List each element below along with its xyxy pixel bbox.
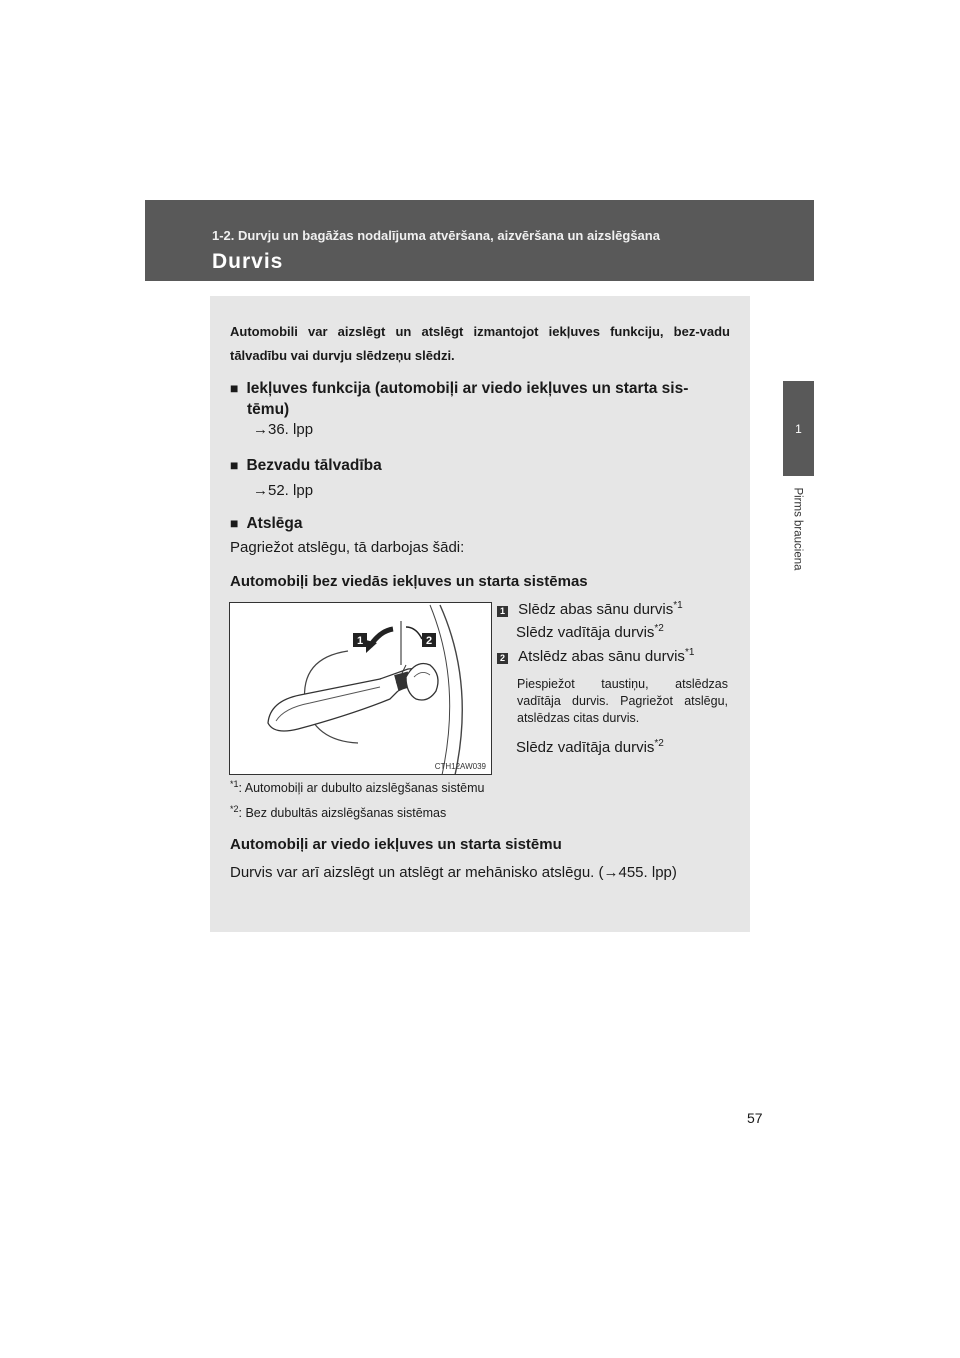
section-heading-entry: [230, 376, 735, 401]
chapter-number: 1: [795, 421, 802, 436]
content-box: [210, 296, 750, 932]
final-text: Durvis var arī aizslēgt un atslēgt ar mehānisko atslēgu. (→455. lpp): [230, 864, 677, 881]
chapter-label-text: Pirms brauciena: [792, 487, 804, 571]
footnote-1: [230, 779, 484, 795]
item-2-line2: [516, 738, 664, 756]
footnote-mark: *2: [230, 804, 239, 814]
chapter-header: [145, 200, 814, 281]
footnote-ref: *1: [684, 647, 695, 658]
section-heading-key: [230, 511, 302, 536]
door-handle-key-drawing: [230, 603, 492, 775]
section-heading-key-text: Atslēga: [246, 515, 303, 532]
section-heading-remote-text: Bezvadu tālvadība: [246, 457, 382, 474]
illustration-label-1: 1: [356, 635, 364, 647]
number-1-icon: 1: [497, 606, 508, 617]
section-heading-remote: [230, 453, 382, 478]
illustration-code: CTH12AW039: [434, 762, 486, 771]
section-heading-entry-line1: Iekļuves funkcija (automobiļi ar viedo iekļuves un starta sis-: [246, 380, 689, 397]
page-reference-link[interactable]: →36. lpp: [253, 421, 314, 438]
intro-text: Automobili var aizslēgt un atslēgt izmantojot iekļuves funkciju, bez-vadu tālvadību vai durvju slēdzeņu slēdzi.: [230, 324, 730, 363]
subheading-smart: Automobiļi ar viedo iekļuves un starta sistēmu: [230, 836, 562, 853]
door-handle-illustration: [229, 602, 492, 775]
item-1-text-2: Slēdz vadītāja durvis: [516, 624, 655, 641]
chapter-tab: [783, 381, 814, 476]
footnote-text: : Automobiļi ar dubulto aizslēgšanas sistēmu: [238, 781, 485, 796]
illustration-label-2: 2: [425, 635, 433, 647]
footnote-mark: *1: [230, 779, 239, 789]
item-2-line1: [497, 647, 694, 665]
subheading-no-smart: Automobiļi bez viedās iekļuves un starta sistēmas: [230, 573, 588, 590]
page-number: 57: [747, 1110, 763, 1126]
footnote-ref: *2: [654, 623, 664, 634]
footnote-2: [230, 804, 446, 820]
number-2-icon: 2: [497, 653, 508, 664]
item-2-note: Piespiežot taustiņu, atslēdzas vadītāja durvis. Pagriežot atslēgu, atslēdzas citas durvis.: [517, 677, 728, 725]
item-1-line2: [516, 623, 664, 641]
square-bullet-icon: ■: [230, 457, 239, 473]
key-description: Pagriežot atslēgu, tā darbojas šādi:: [230, 539, 465, 556]
chapter-label: [786, 484, 810, 574]
item-1-line1: [497, 600, 683, 618]
page-title: Durvis: [212, 250, 284, 273]
footnote-ref: *1: [673, 600, 683, 611]
footnote-text: : Bez dubultās aizslēgšanas sistēmas: [238, 806, 447, 821]
item-2-text-2: Slēdz vadītāja durvis: [516, 739, 655, 756]
section-title: 1-2. Durvju un bagāžas nodalījuma atvēršana, aizvēršana un aizslēgšana: [212, 228, 660, 243]
page-reference-link[interactable]: →52. lpp: [253, 482, 314, 499]
section-heading-entry-cont: tēmu): [247, 401, 290, 418]
item-1-text: Slēdz abas sānu durvis: [518, 601, 674, 618]
square-bullet-icon: ■: [230, 380, 239, 396]
item-2-text: Atslēdz abas sānu durvis: [518, 648, 685, 665]
footnote-ref: *2: [654, 738, 664, 749]
square-bullet-icon: ■: [230, 515, 239, 531]
